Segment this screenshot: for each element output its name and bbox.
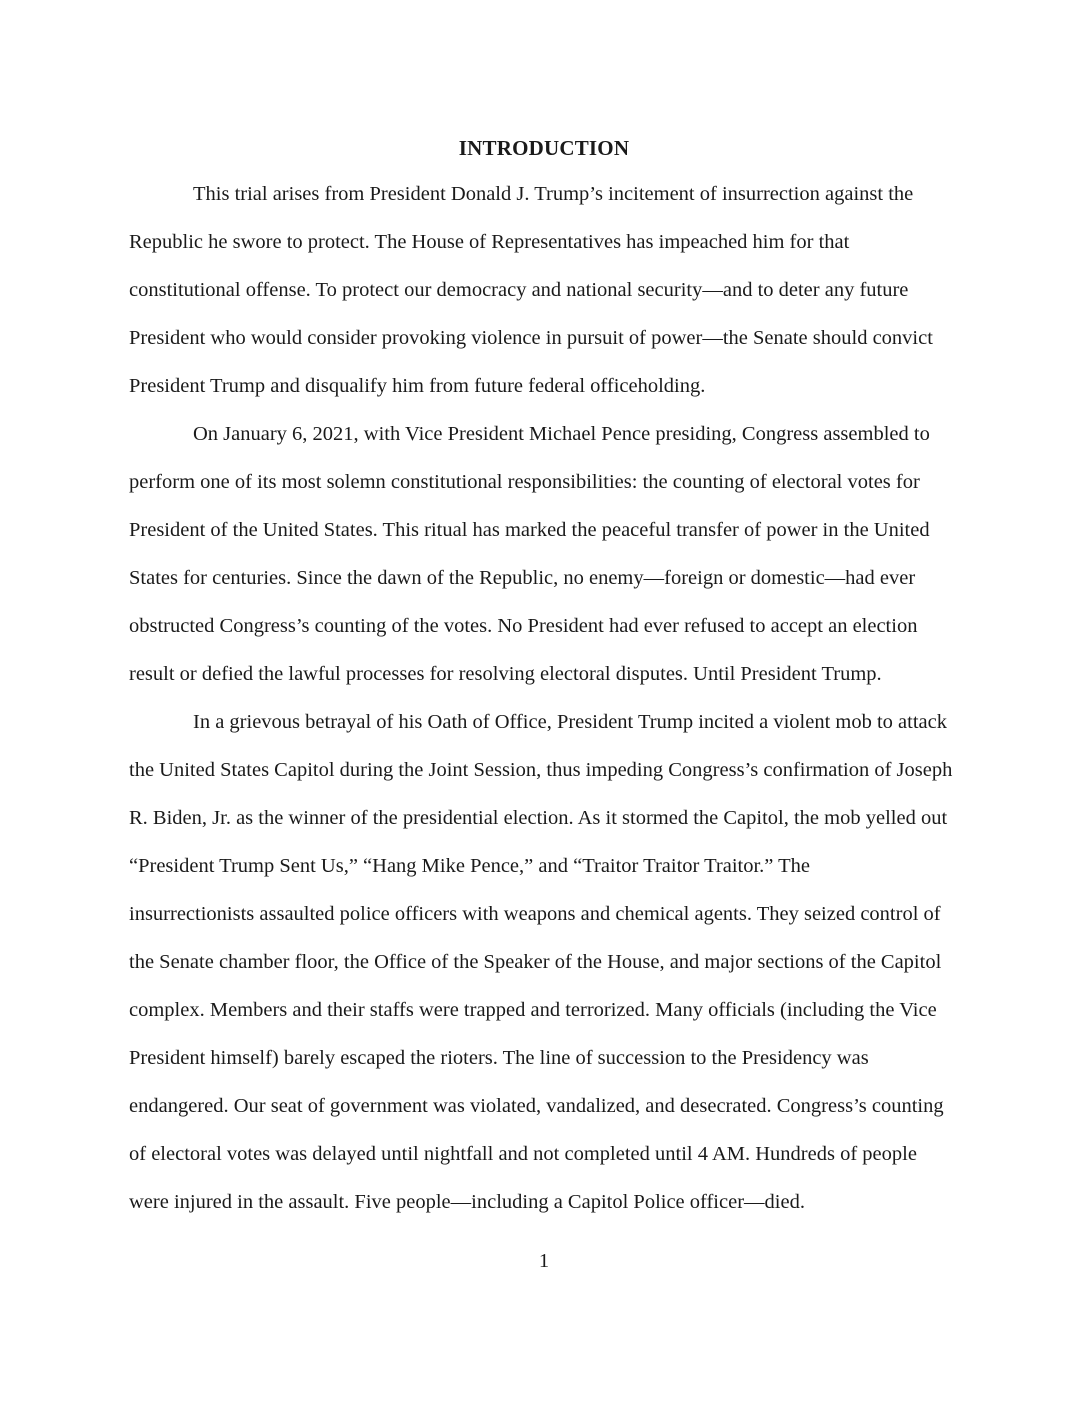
paragraph-2-line-2: perform one of its most solemn constitutional responsibilities: the counting of electoral votes for [129,471,920,493]
paragraph-3-line-10: of electoral votes was delayed until nightfall and not completed until 4 AM. Hundreds of people [129,1143,917,1165]
paragraph-1-line-1: This trial arises from President Donald J. Trump’s incitement of insurrection against the [193,183,914,205]
paragraph-2-line-5: obstructed Congress’s counting of the votes. No President had ever refused to accept an election [129,615,918,637]
paragraph-3-line-2: the United States Capitol during the Joint Session, thus impeding Congress’s confirmation of Joseph [129,759,953,781]
paragraph-2-line-1: On January 6, 2021, with Vice President Michael Pence presiding, Congress assembled to [193,423,930,445]
paragraph-1-line-3: constitutional offense. To protect our democracy and national security—and to deter any future [129,279,909,301]
paragraph-3-line-1: In a grievous betrayal of his Oath of Office, President Trump incited a violent mob to attack [193,711,947,733]
paragraph-3-line-5: insurrectionists assaulted police officers with weapons and chemical agents. They seized control of [129,903,941,925]
paragraph-2-line-3: President of the United States. This ritual has marked the peaceful transfer of power in the United [129,519,930,541]
page-number: 1 [538,1250,550,1272]
paragraph-3-line-8: President himself) barely escaped the rioters. The line of succession to the Presidency was [129,1047,869,1069]
paragraph-3-line-6: the Senate chamber floor, the Office of the Speaker of the House, and major sections of the Capitol [129,951,942,973]
paragraph-3-line-11: were injured in the assault. Five people—including a Capitol Police officer—died. [129,1191,805,1213]
paragraph-1-line-5: President Trump and disqualify him from future federal officeholding. [129,375,706,397]
paragraph-1-line-4: President who would consider provoking violence in pursuit of power—the Senate should convict [129,327,933,349]
paragraph-2-line-4: States for centuries. Since the dawn of the Republic, no enemy—foreign or domestic—had ever [129,567,916,589]
paragraph-3-line-9: endangered. Our seat of government was violated, vandalized, and desecrated. Congress’s counting [129,1095,944,1117]
paragraph-3-line-7: complex. Members and their staffs were trapped and terrorized. Many officials (including the Vice [129,999,937,1021]
paragraph-3-line-4: “President Trump Sent Us,” “Hang Mike Pence,” and “Traitor Traitor Traitor.” The [129,855,811,877]
page-heading: INTRODUCTION [458,136,630,160]
paragraph-2-line-6: result or defied the lawful processes for resolving electoral disputes. Until President Trump. [129,663,882,685]
paragraph-1-line-2: Republic he swore to protect. The House of Representatives has impeached him for that [129,231,850,253]
paragraph-3-line-3: R. Biden, Jr. as the winner of the presidential election. As it stormed the Capitol, the mob yelled out [129,807,948,829]
